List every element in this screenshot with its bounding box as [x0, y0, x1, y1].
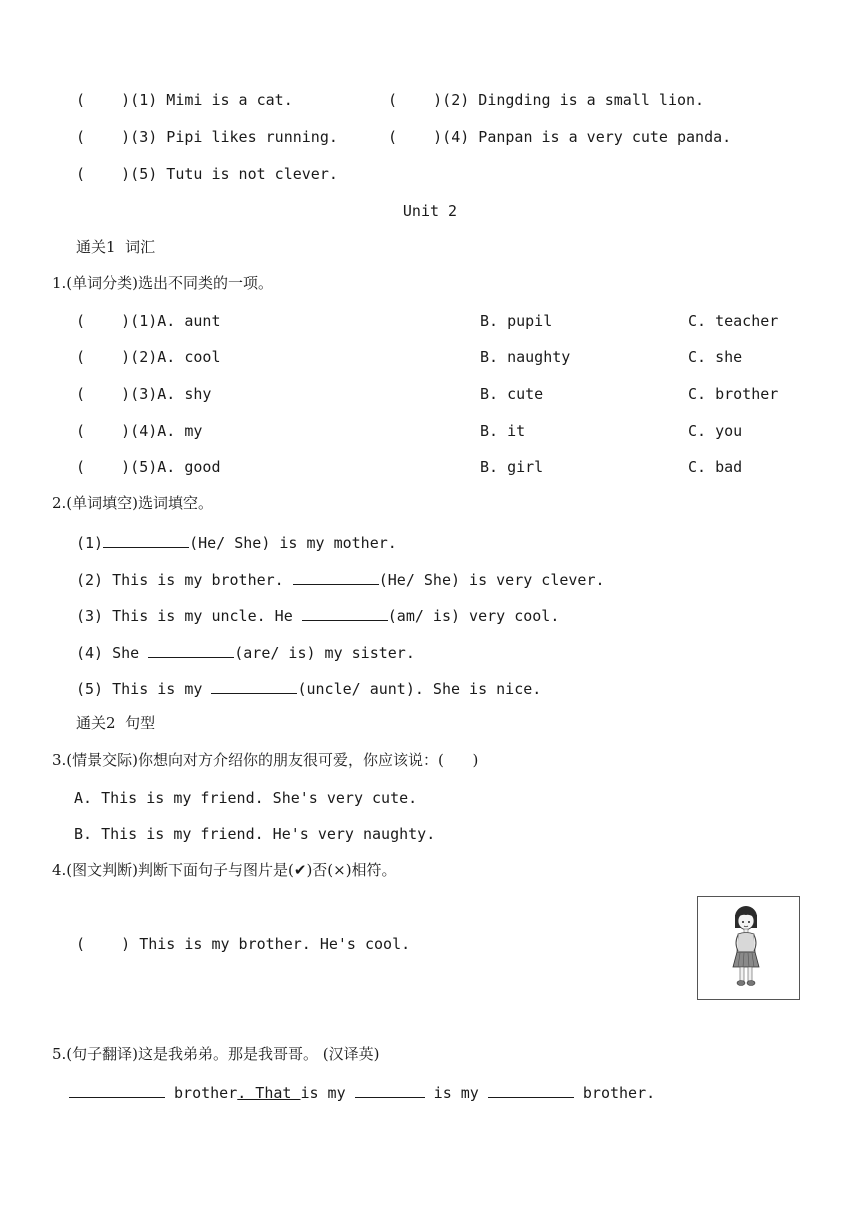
s1-row-3-a: ( )(3)A. shy — [76, 385, 212, 403]
section-4-title: 4.(图文判断)判断下面句子与图片是(✔)否(×)相符。 — [52, 861, 397, 879]
s2-line-1-prefix: (1) — [76, 534, 104, 552]
blank-1[interactable] — [103, 531, 189, 548]
s4-item: ( ) This is my brother. He's cool. — [76, 935, 411, 953]
s2-line-5 — [76, 677, 541, 699]
blank-5[interactable] — [211, 677, 297, 694]
s5-text-3: is my — [300, 1084, 355, 1102]
s2-line-1 — [76, 531, 397, 553]
judge-item-3: ( )(3) Pipi likes running. — [76, 128, 338, 146]
s1-row-4-c: C. you — [688, 422, 743, 440]
s5-blank-3[interactable] — [488, 1081, 574, 1098]
s2-line-3-suffix: (am/ is) very cool. — [387, 607, 560, 625]
s2-line-3-prefix: (3) This is my uncle. He — [76, 607, 302, 625]
s1-row-2-b: B. naughty — [480, 348, 571, 366]
s2-line-4-prefix: (4) She — [76, 644, 149, 662]
s3-option-b: B. This is my friend. He's very naughty. — [74, 825, 436, 843]
s2-line-2 — [76, 568, 605, 590]
s1-row-1-c: C. teacher — [688, 312, 779, 330]
s5-text-1: brother — [165, 1084, 238, 1102]
s2-line-2-suffix: (He/ She) is very clever. — [378, 571, 605, 589]
s2-line-3 — [76, 604, 559, 626]
section-3-title: 3.(情景交际)你想向对方介绍你的朋友很可爱，你应该说：( ) — [52, 751, 479, 769]
judge-item-5: ( )(5) Tutu is not clever. — [76, 165, 338, 183]
s1-row-2-a: ( )(2)A. cool — [76, 348, 221, 366]
section-2-title: 2.(单词填空)选词填空。 — [52, 494, 214, 512]
s3-option-a: A. This is my friend. She's very cute. — [74, 789, 418, 807]
s2-line-5-suffix: (uncle/ aunt). She is nice. — [297, 680, 542, 698]
s1-row-4-a: ( )(4)A. my — [76, 422, 203, 440]
s1-row-5-a: ( )(5)A. good — [76, 458, 221, 476]
s1-row-3-c: C. brother — [688, 385, 779, 403]
s2-line-2-prefix: (2) This is my brother. — [76, 571, 293, 589]
level-2-heading: 通关2 句型 — [76, 714, 156, 732]
s5-blank-2[interactable] — [355, 1081, 425, 1098]
s1-row-5-c: C. bad — [688, 458, 743, 476]
s5-answer-line — [69, 1081, 655, 1103]
s1-row-3-b: B. cute — [480, 385, 544, 403]
level-1-heading: 通关1 词汇 — [76, 238, 156, 256]
s5-text-5: brother. — [573, 1084, 656, 1102]
s2-line-4-suffix: (are/ is) my sister. — [234, 644, 415, 662]
s1-row-5-b: B. girl — [480, 458, 544, 476]
s1-row-1-a: ( )(1)A. aunt — [76, 312, 221, 330]
section-5-title: 5.(句子翻译)这是我弟弟。那是我哥哥。 (汉译英) — [52, 1045, 380, 1063]
judge-item-1: ( )(1) Mimi is a cat. — [76, 91, 293, 109]
girl-illustration — [698, 897, 798, 998]
judge-item-4: ( )(4) Panpan is a very cute panda. — [388, 128, 732, 146]
s2-line-5-prefix: (5) This is my — [76, 680, 212, 698]
s1-row-4-b: B. it — [480, 422, 526, 440]
s1-row-2-c: C. she — [688, 348, 743, 366]
section-1-title: 1.(单词分类)选出不同类的一项。 — [52, 274, 274, 292]
s2-line-4 — [76, 641, 415, 663]
blank-2[interactable] — [293, 568, 379, 585]
blank-3[interactable] — [302, 604, 388, 621]
s2-line-1-suffix: (He/ She) is my mother. — [189, 534, 397, 552]
s5-text-4: is my — [424, 1084, 488, 1102]
blank-4[interactable] — [148, 641, 234, 658]
s5-text-2: . That — [237, 1084, 301, 1102]
girl-picture — [697, 896, 800, 1000]
judge-item-2: ( )(2) Dingding is a small lion. — [388, 91, 705, 109]
s1-row-1-b: B. pupil — [480, 312, 553, 330]
s5-blank-1[interactable] — [69, 1081, 165, 1098]
unit-title: Unit 2 — [402, 202, 458, 220]
